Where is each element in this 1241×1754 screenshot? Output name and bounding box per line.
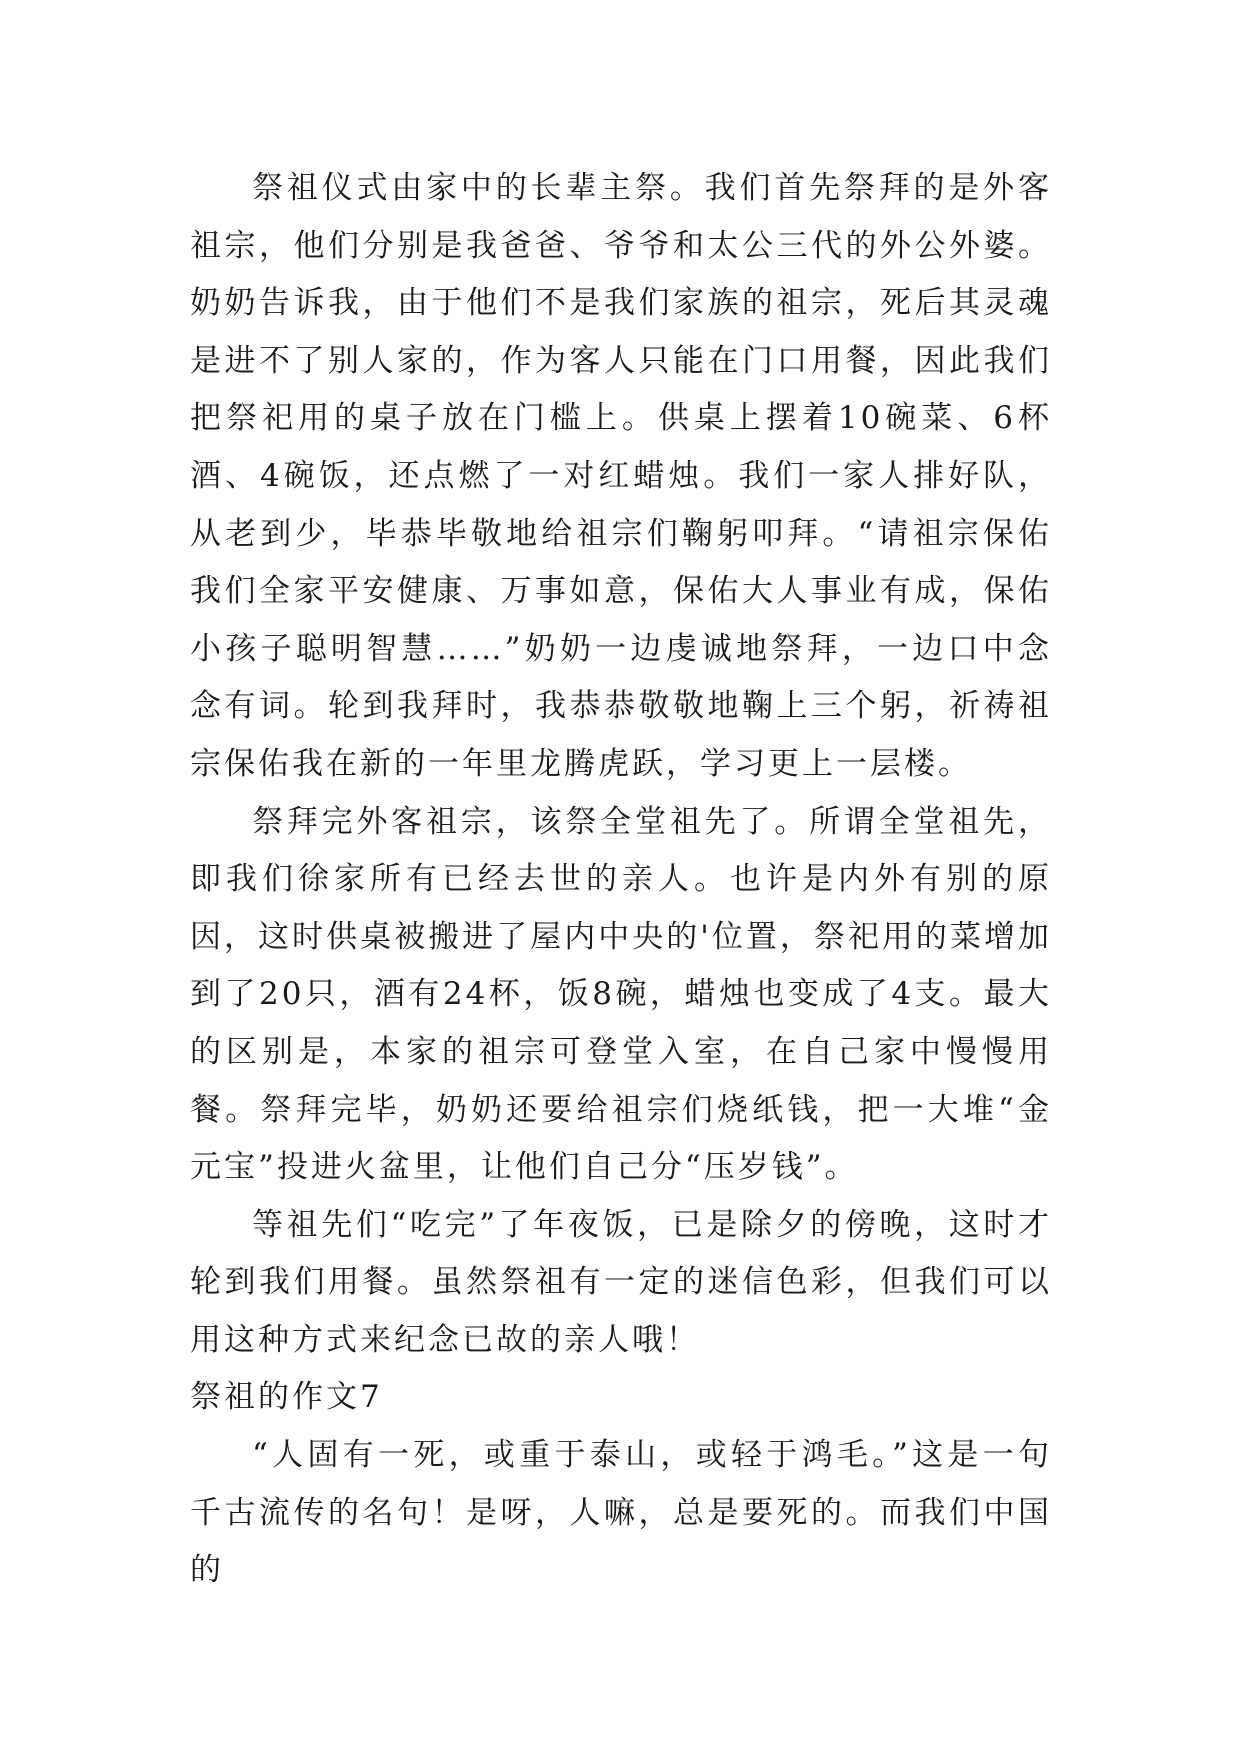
- paragraph-4: “人固有一死，或重于泰山，或轻于鸿毛。”这是一句千古流传的名句！是呀，人嘛，总是要死的。而我们中国的: [190, 1437, 1052, 1589]
- paragraph-1: 祭祖仪式由家中的长辈主祭。我们首先祭拜的是外客祖宗，他们分别是我爸爸、爷爷和太公三代的外公外婆。奶奶告诉我，由于他们不是我们家族的祖宗，死后其灵魂是进不了别人家的，作为客人只能在门口用餐，因此我们把祭祀用的桌子放在门槛上。供桌上摆着10碗菜、6杯酒、4碗饭，还点燃了一对红蜡烛。我们一家人排好队，从老到少，毕恭毕敬地给祖宗们鞠躬叩拜。“请祖宗保佑我们全家平安健康、万事如意，保佑大人事业有成，保佑小孩子聪明智慧……”奶奶一边虔诚地祭拜，一边口中念念有词。轮到我拜时，我恭恭敬敬地鞠上三个躬，祈祷祖宗保佑我在新的一年里龙腾虎跃，学习更上一层楼。: [190, 170, 1052, 782]
- section-heading: 祭祖的作文7: [190, 1379, 383, 1416]
- paragraph-2: 祭拜完外客祖宗，该祭全堂祖先了。所谓全堂祖先，即我们徐家所有已经去世的亲人。也许是内外有别的原因，这时供桌被搬进了屋内中央的'位置，祭祀用的菜增加到了20只，酒有24杯，饭8碗，蜡烛也变成了4支。最大的区别是，本家的祖宗可登堂入室，在自己家中慢慢用餐。祭拜完毕，奶奶还要给祖宗们烧纸钱，把一大堆“金元宝”投进火盆里，让他们自己分“压岁钱”。: [190, 803, 1052, 1186]
- paragraph-3: 等祖先们“吃完”了年夜饭，已是除夕的傍晚，这时才轮到我们用餐。虽然祭祖有一定的迷信色彩，但我们可以用这种方式来纪念已故的亲人哦！: [190, 1206, 1052, 1358]
- document-body: [190, 160, 1052, 1600]
